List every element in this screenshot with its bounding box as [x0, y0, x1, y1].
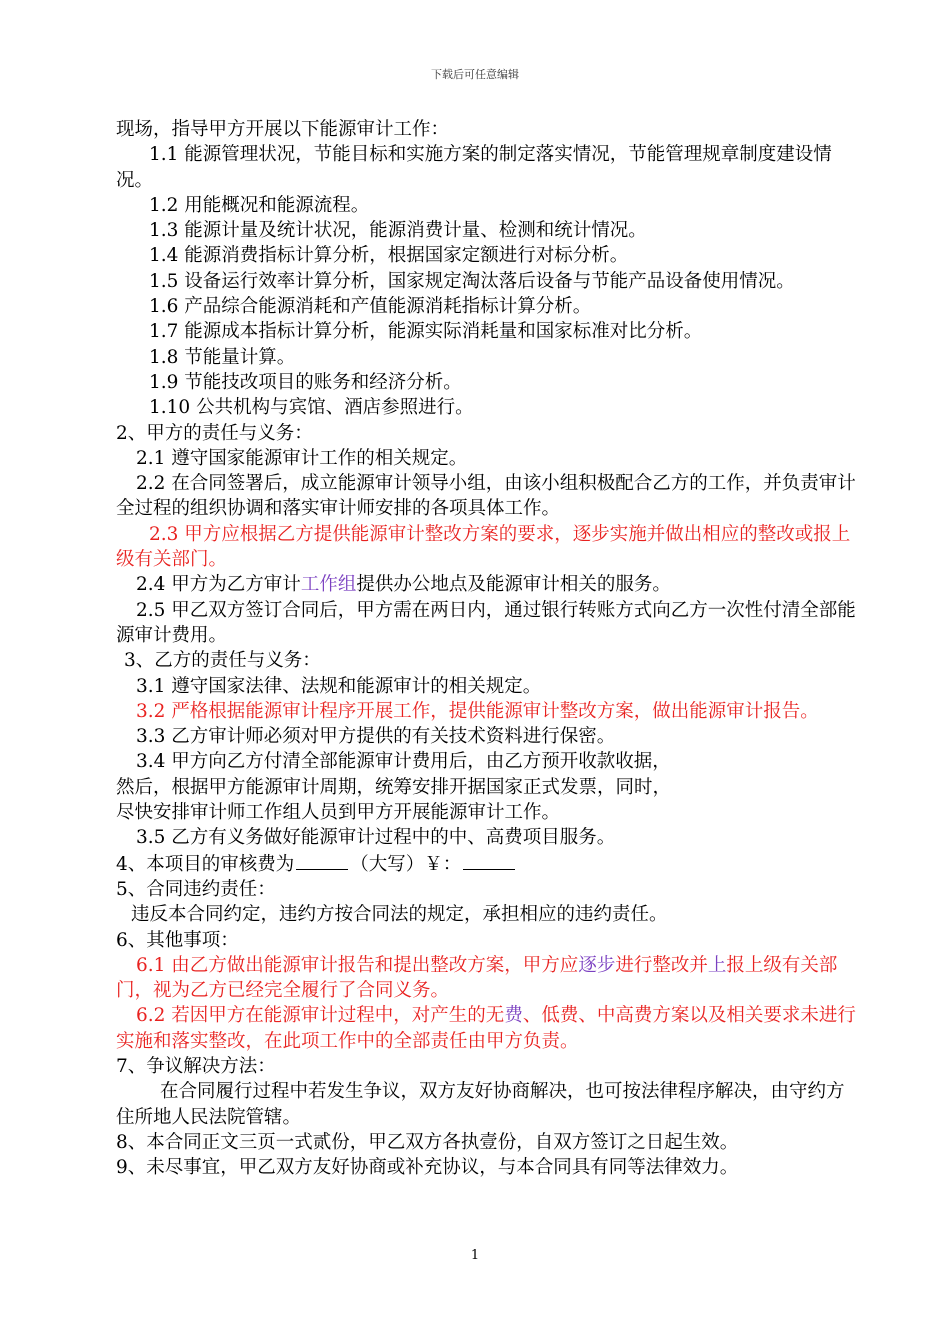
- clause-6-1-part: 6.1 由乙方做出能源审计报告和提出整改方案，甲方应: [136, 954, 579, 976]
- page-header: 下载后可任意编辑: [431, 68, 519, 81]
- section-9: 9、未尽事宜，甲乙双方友好协商或补充协议，与本合同具有同等法律效力。: [116, 1157, 739, 1179]
- clause-5-text: 违反本合同约定，违约方按合同法的规定，承担相应的违约责任。: [131, 904, 668, 926]
- clause-6-1-highlight: 逐步: [578, 954, 616, 976]
- clause-3-4-cont: 尽快安排审计师工作组人员到甲方开展能源审计工作。: [116, 802, 561, 824]
- clause-3-4-cont: 然后，根据甲方能源审计周期，统筹安排开据国家正式发票，同时，: [116, 776, 672, 798]
- section-2-heading: 2、甲方的责任与义务：: [116, 422, 313, 444]
- clause-2-5: 2.5 甲乙双方签订合同后，甲方需在两日内，通过银行转账方式向乙方一次性付清全部能源审计费用。: [116, 599, 856, 646]
- clause-1-4: 1.4 能源消费指标计算分析，根据国家定额进行对标分析。: [149, 245, 629, 267]
- clause-6-2-highlight: 费: [504, 1005, 523, 1027]
- fee-blank-field[interactable]: [296, 851, 348, 870]
- clause-1-7: 1.7 能源成本指标计算分析，能源实际消耗量和国家标准对比分析。: [149, 321, 703, 343]
- clause-1-3: 1.3 能源计量及统计状况，能源消费计量、检测和统计情况。: [149, 220, 647, 242]
- section-4-fee: [116, 851, 856, 877]
- fee-label: 4、本项目的审核费为: [116, 853, 295, 875]
- contract-body: [116, 117, 856, 1180]
- clause-6-1-part: 报上级有关部门，视为乙方已经完全履行了合同义务。: [116, 954, 838, 1002]
- clause-2-4-part: 提供办公地点及能源审计相关的服务。: [356, 574, 671, 596]
- clause-3-1: 3.1 遵守国家法律、法规和能源审计的相关规定。: [136, 675, 542, 697]
- clause-2-2: 2.2 在合同签署后，成立能源审计领导小组，由该小组积极配合乙方的工作，并负责审计全过程的组织协调和落实审计师安排的各项具体工作。: [116, 473, 856, 520]
- clause-2-4-part: 2.4 甲方为乙方审计: [136, 574, 301, 596]
- section-5-heading: 5、合同违约责任：: [116, 878, 276, 900]
- clause-2-1: 2.1 遵守国家能源审计工作的相关规定。: [136, 447, 468, 469]
- clause-1-5: 1.5 设备运行效率计算分析，国家规定淘汰落后设备与节能产品设备使用情况。: [149, 270, 795, 292]
- fee-amount-blank-field[interactable]: [463, 851, 515, 870]
- clause-2-4: [116, 572, 856, 597]
- section-6-heading: 6、其他事项：: [116, 929, 239, 951]
- clause-6-2-part: 、低费、中高费方案以及相关要求未进行实施和落实整改，在此项工作中的全部责任由甲方负责。: [116, 1005, 856, 1052]
- page-number: 1: [470, 1248, 480, 1263]
- clause-1-2: 1.2 用能概况和能源流程。: [149, 194, 370, 216]
- clause-3-2: 3.2 严格根据能源审计程序开展工作，提供能源审计整改方案，做出能源审计报告。: [136, 700, 819, 722]
- clause-7-text: 在合同履行过程中若发生争议，双方友好协商解决，也可按法律程序解决，由守约方住所地人民法院管辖。: [116, 1081, 845, 1128]
- fee-uppercase-label: （大写）￥：: [350, 853, 462, 875]
- clause-2-4-highlight: 工作组: [300, 574, 357, 596]
- clause-1-1: 1.1 能源管理状况，节能目标和实施方案的制定落实情况，节能管理规章制度建设情况。: [116, 144, 832, 191]
- section-8: 8、本合同正文三页一式贰份，甲乙双方各执壹份，自双方签订之日起生效。: [116, 1131, 739, 1153]
- clause-6-1: [116, 953, 856, 1004]
- clause-3-5: 3.5 乙方有义务做好能源审计过程中的中、高费项目服务。: [136, 827, 616, 849]
- paragraph: 现场，指导甲方开展以下能源审计工作：: [116, 119, 450, 140]
- section-3-heading: 3、乙方的责任与义务：: [124, 650, 321, 672]
- clause-1-10: 1.10 公共机构与宾馆、酒店参照进行。: [149, 397, 474, 419]
- clause-6-1-part: 进行整改并: [615, 954, 708, 976]
- clause-3-3: 3.3 乙方审计师必须对甲方提供的有关技术资料进行保密。: [136, 726, 616, 748]
- clause-2-3: 2.3 甲方应根据乙方提供能源审计整改方案的要求，逐步实施并做出相应的整改或报上级有关部门。: [116, 523, 851, 571]
- clause-1-9: 1.9 节能技改项目的账务和经济分析。: [149, 371, 462, 393]
- clause-1-8: 1.8 节能量计算。: [149, 346, 296, 368]
- clause-6-2: [116, 1003, 856, 1054]
- clause-6-2-part: 6.2 若因甲方在能源审计过程中，对产生的无: [136, 1005, 505, 1027]
- clause-6-1-highlight: 上: [707, 954, 727, 976]
- clause-1-6: 1.6 产品综合能源消耗和产值能源消耗指标计算分析。: [149, 296, 592, 318]
- clause-3-4: 3.4 甲方向乙方付清全部能源审计费用后，由乙方预开收款收据，: [136, 751, 671, 773]
- section-7-heading: 7、争议解决方法：: [116, 1055, 276, 1077]
